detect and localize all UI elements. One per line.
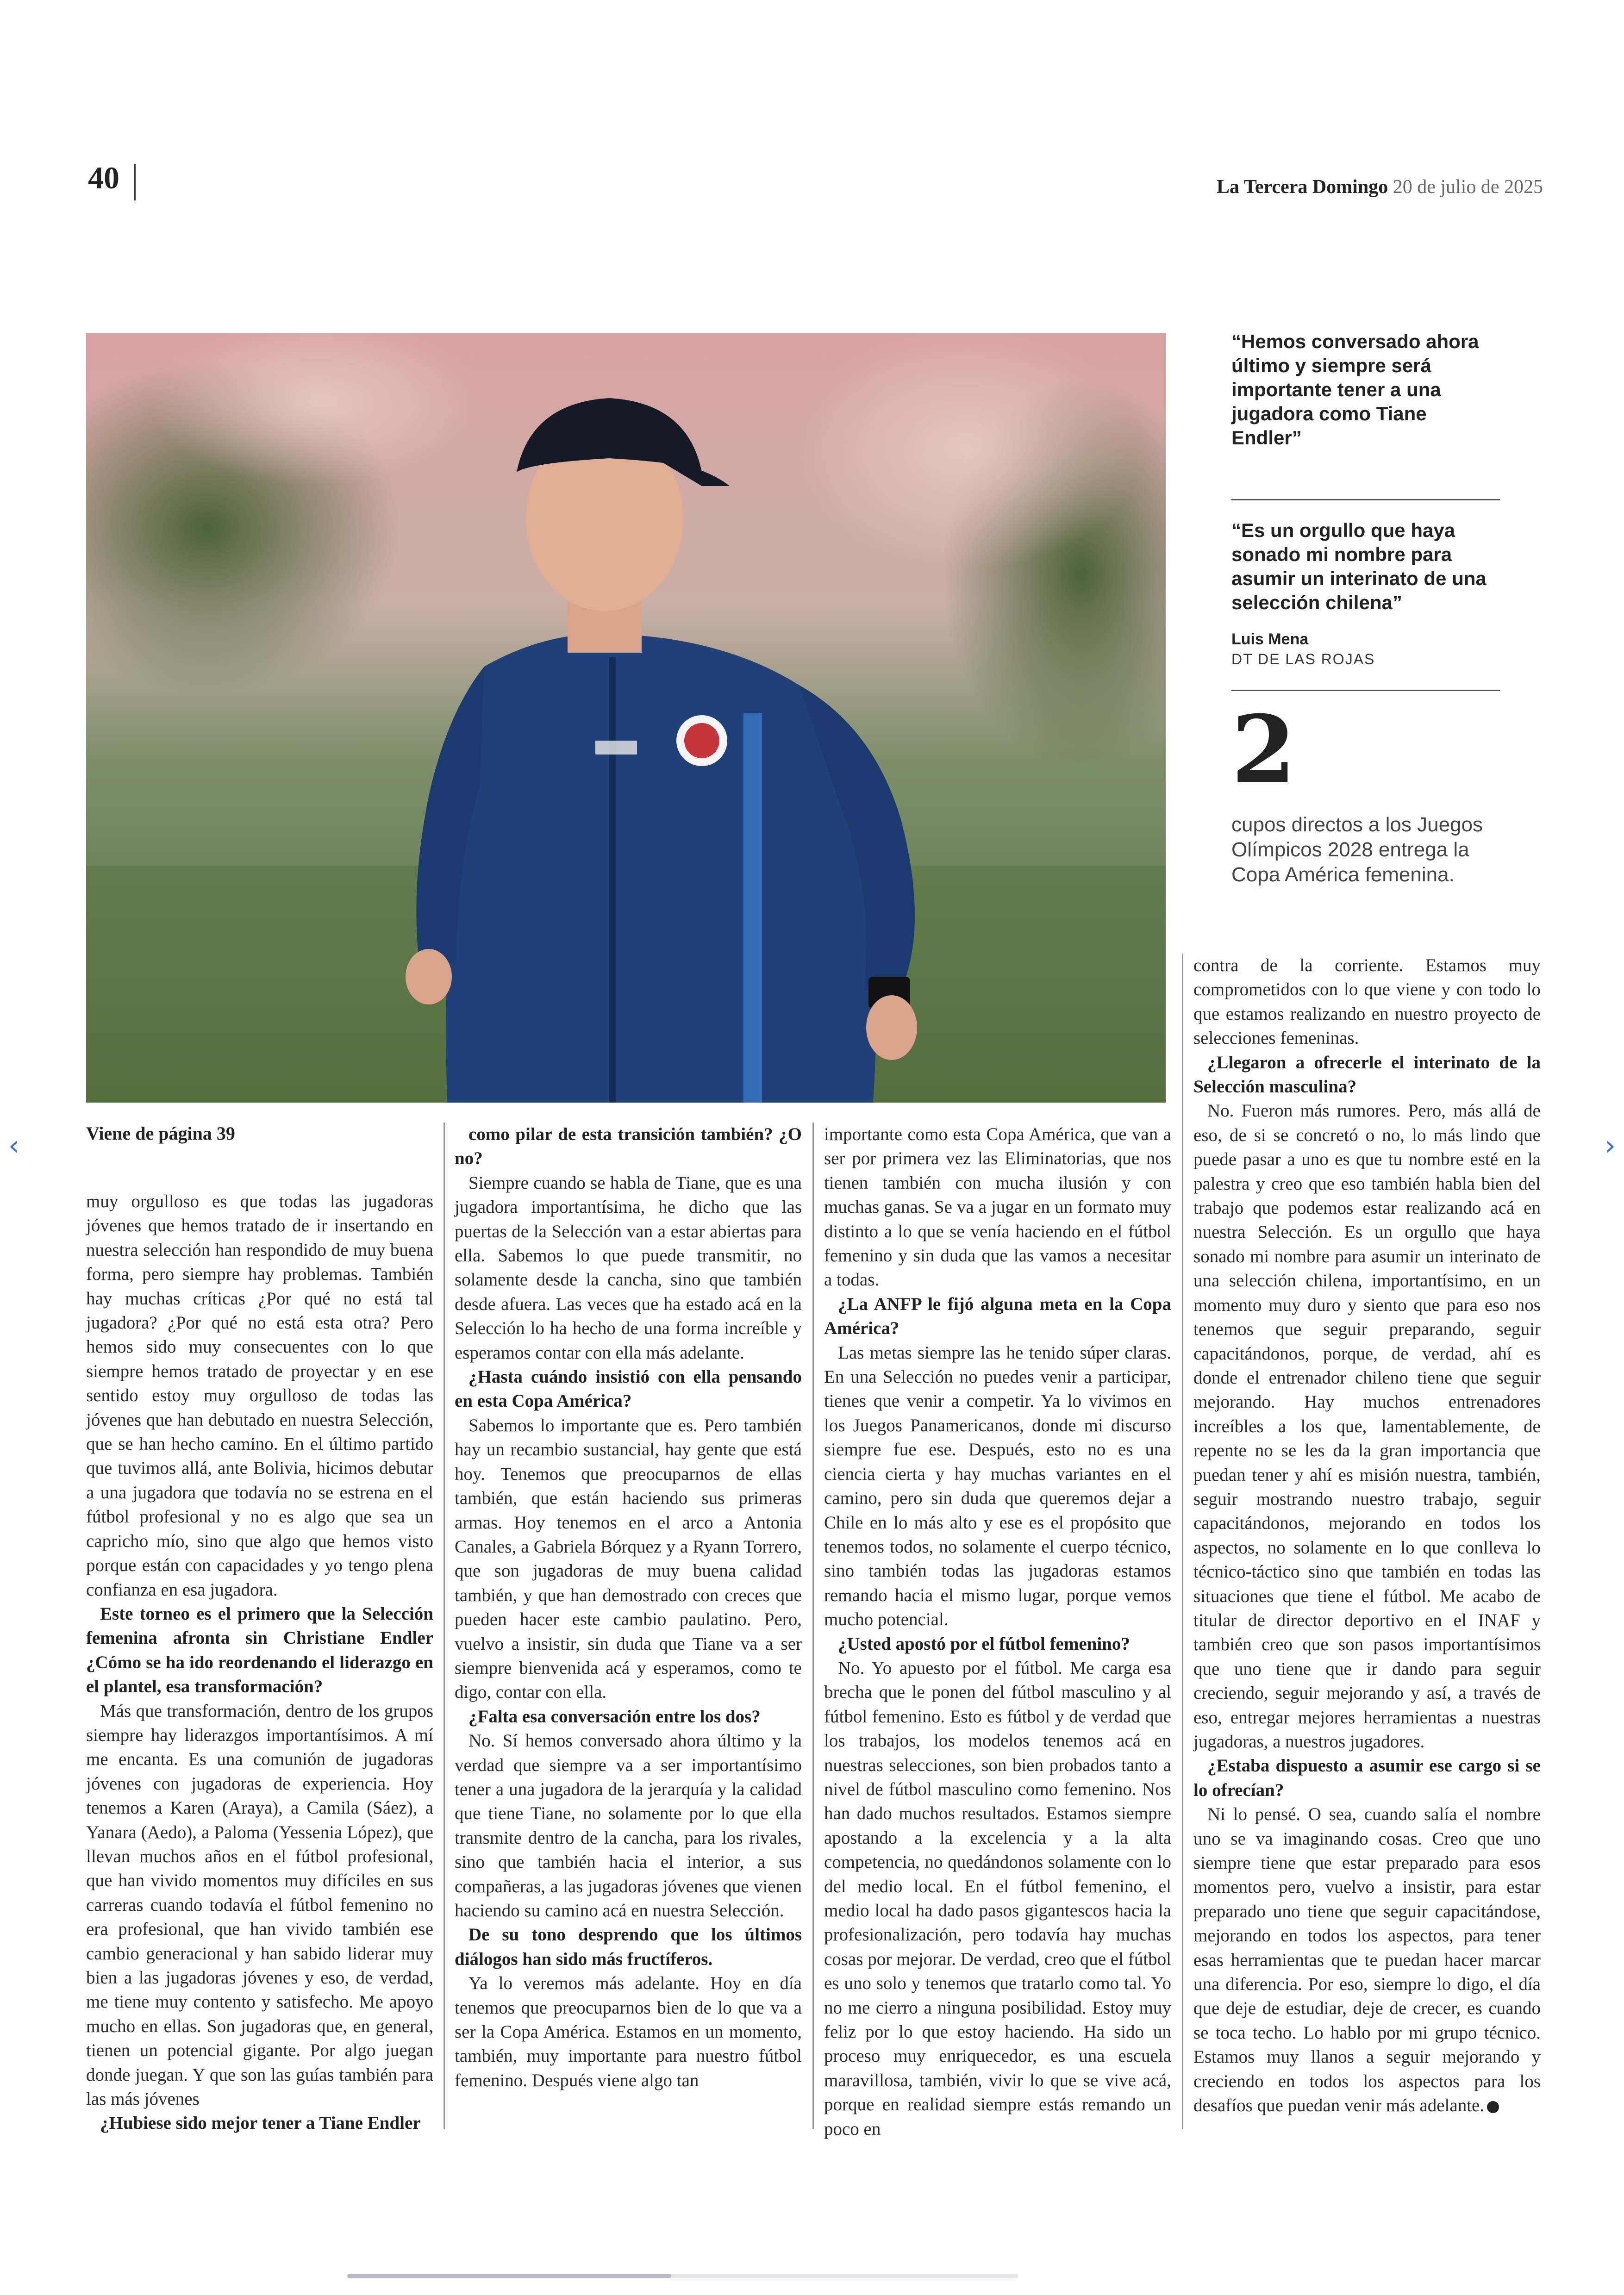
interview-question: Este torneo es el primero que la Selección femenina afronta sin Christiane Endler ¿Cómo se ha ido reordenando el liderazgo en el plantel, esa transformación? <box>86 1603 433 1697</box>
interview-question: ¿Usted apostó por el fútbol femenino? <box>838 1634 1130 1654</box>
interview-question: como pilar de esta transición también? ¿O no? <box>455 1124 802 1169</box>
answer-paragraph: Ya lo veremos más adelante. Hoy en día tenemos que preocuparnos bien de lo que va a ser la Copa América. Estamos en un momento, también, muy importante para nuestro fútbol femenino. Después viene algo tan <box>455 1973 802 2090</box>
interview-question: ¿Hasta cuándo insistió con ella pensando en esta Copa América? <box>455 1367 802 1411</box>
sidebar-divider-1 <box>1231 499 1500 500</box>
column-divider <box>812 1123 814 2129</box>
prev-page-arrow-icon[interactable]: ‹ <box>8 1129 19 1162</box>
photo-coach-illustration <box>86 333 1166 1103</box>
interview-question: ¿Llegaron a ofrecerle el interinato de la Selección masculina? <box>1193 1052 1541 1097</box>
article-end-mark-icon <box>1487 2101 1499 2113</box>
publication-date: 20 de julio de 2025 <box>1393 176 1543 198</box>
stat-number: 2 <box>1231 695 1296 804</box>
interview-question: ¿Hubiese sido mejor tener a Tiane Endler <box>100 2113 421 2133</box>
answer-paragraph: No. Sí hemos conversado ahora último y la verdad que siempre va a ser importantísimo tener a una jugadora de la jerarquía y la calidad que tiene Tiane, no solamente por lo que ella transmite dentro de la cancha, para los rivales, sino que también hacia el interior, a sus compañeras, a las jugadoras jóvenes que vienen haciendo su camino acá en nuestra Selección. <box>455 1731 802 1921</box>
answer-paragraph: importante como esta Copa América, que van a ser por primera vez las Eliminatorias, que nos tienen también con mucha ilusión y con muchas ganas. Se va a jugar en un formato muy distinto a lo que se venía haciendo en el fútbol femenino y sin duda que las vamos a necesitar a todas. <box>824 1124 1171 1290</box>
answer-paragraph: No. Yo apuesto por el fútbol. Me carga esa brecha que le ponen del fútbol masculino y al fútbol femenino. Esto es fútbol y de verdad que los trabajos, los modelos tenemos acá en nuestras selecciones, son bien probados tanto a nivel de fútbol masculino como femenino. Nos han dado muchos resultados. Estamos siempre apostando a la excelencia y a la alta competencia, no quedándonos solamente con lo del medio local. En el fútbol femenino, el medio local ha dado pasos gigantescos hacia la profesionalización, pero todavía hay muchas cosas por mejorar. De verdad, creo que el fútbol es uno solo y tenemos que tratarlo como tal. Yo no me cierro a ninguna posibilidad. Estoy muy feliz por lo que estoy haciendo. Ha sido un proceso muy enriquecedor, es una escuela maravillosa, también, vivir lo que se vive acá, porque en realidad siempre estás remando un poco en <box>824 1658 1171 2139</box>
next-page-arrow-icon[interactable]: › <box>1605 1129 1616 1162</box>
page-number: 40 <box>88 160 119 195</box>
column-divider <box>1182 954 1183 2129</box>
interview-question: De su tono desprendo que los últimos diálogos han sido más fructíferos. <box>455 1925 802 1969</box>
publication-name: La Tercera Domingo <box>1216 176 1388 198</box>
answer-paragraph: Las metas siempre las he tenido súper claras. En una Selección no puedes venir a participar, tienes que venir a competir. Ya lo vivimos en los Juegos Panamericanos, donde mi discurso siempre fue ese. Después, esto no es una ciencia cierta y hay muchas variantes en el camino, pero sin duda que queremos dejar a Chile en lo más alto y ese es el propósito que tenemos todos, no solamente el cuerpo técnico, sino también todas las jugadoras estamos remando hacia el mismo lugar, porque vemos mucho potencial. <box>824 1342 1171 1630</box>
answer-paragraph: Siempre cuando se habla de Tiane, que es una jugadora importantísima, he dicho que las puertas de la Selección van a estar abiertas para ella. Sabemos lo que puede transmitir, no solamente desde la cancha, sino que también desde afuera. Las veces que ha estado acá en la Selección lo ha hecho de una forma increíble y esperamos contar con ella más adelante. <box>455 1172 802 1363</box>
coach-photo <box>86 333 1166 1103</box>
quote-author-role: DT DE LAS ROJAS <box>1231 651 1375 667</box>
answer-paragraph: No. Fueron más rumores. Pero, más allá de eso, de si se concretó o no, lo más lindo que puede pasar a uno es que tu nombre esté en la palestra y creo que eso también habla bien del trabajo que podemos estar realizando acá en nuestra Selección. Es un orgullo que haya sonado mi nombre para asumir un interinato de una selección chilena, importantísimo, en un momento muy duro y siento que para eso nos tenemos que seguir preparando, seguir capacitándonos, porque, de verdad, ahí es donde el entrenador chileno tiene que seguir mejorando. Hay muchos entrenadores increíbles a los que, lamentablemente, de repente no se les da la gran importancia que puedan tener y ahí es misión nuestra, también, seguir mostrando nuestro trabajo, seguir capacitándonos, mejorando en todos los aspectos, no solamente en lo que conlleva lo técnico-táctico sino que también en todas las situaciones que tiene el fútbol. Me acabo de titular de director deportivo en el INAF y también creo que son pasos importantísimos que uno tiene que ir dando para seguir creciendo, seguir mejorando y así, a través de eso, entregar mejores herramientas a nuestras jugadoras, a nuestros jugadores. <box>1193 1101 1541 1752</box>
answer-paragraph: contra de la corriente. Estamos muy comprometidos con lo que viene y con todo lo que estamos realizando en nuestro proyecto de selecciones femeninas. <box>1193 955 1541 1048</box>
answer-paragraph: Sabemos lo importante que es. Pero también hay un recambio sustancial, hay gente que está hoy. Tenemos que preocuparnos de ellas también, que están haciendo sus primeras armas. Hoy tenemos en el arco a Antonia Canales, a Gabriela Bórquez y a Ryann Torrero, que son jugadoras de muy buena calidad también, y que han demostrado con creces que pueden hacer este cambio paulatino. Pero, vuelvo a insistir, sin duda que Tiane va a ser siempre bienvenida acá y esperamos, como te digo, contar con ella. <box>455 1415 802 1703</box>
interview-question: ¿Estaba dispuesto a asumir ese cargo si se lo ofrecían? <box>1193 1756 1541 1800</box>
pull-quote-2: “Es un orgullo que haya sonado mi nombre para asumir un interinato de una selección chilena” <box>1231 519 1487 613</box>
article-column-1 <box>86 1190 433 2136</box>
page-number-divider <box>134 164 136 200</box>
horizontal-scrollbar-thumb[interactable] <box>347 2274 671 2278</box>
sidebar-divider-2 <box>1231 690 1500 691</box>
answer-paragraph: Ni lo pensé. O sea, cuando salía el nombre uno se va imaginando cosas. Creo que uno siempre tiene que estar preparado para esos momentos pero, vuelvo a insistir, para estar preparado uno tiene que seguir capacitándose, mejorando en todos los aspectos, para tener esas herramientas que te puedan hacer marcar una diferencia. Por eso, siempre lo digo, el día que deje de estudiar, deje de crecer, es cuando se toca techo. Lo hablo por mi grupo técnico. Estamos muy llanos a seguir mejorando y creciendo en todos los aspectos para los desafíos que puedan venir más adelante. <box>1193 1804 1541 2116</box>
pull-quote-1: “Hemos conversado ahora último y siempre será importante tener a una jugadora como Tiane Endler” <box>1231 331 1479 449</box>
article-column-2 <box>455 1123 802 2093</box>
article-column-3 <box>824 1123 1171 2141</box>
quote-author: Luis Mena <box>1231 630 1309 648</box>
article-column-4 <box>1193 954 1541 2118</box>
stat-description: cupos directos a los Juegos Olímpicos 2028 entrega la Copa América femenina. <box>1231 813 1483 886</box>
continued-from: Viene de página 39 <box>86 1123 235 1144</box>
column-divider <box>443 1123 445 2129</box>
masthead <box>1217 176 1543 198</box>
answer-paragraph: muy orgulloso es que todas las jugadoras jóvenes que hemos tratado de ir insertando en nuestra selección han respondido de muy buena forma, pero siempre hay problemas. También hay muchas críticas ¿Por qué no está tal jugadora? ¿Por qué no está esta otra? Pero hemos sido muy consecuentes con lo que siempre hemos tratado de proyectar y en ese sentido estoy muy orgulloso de todas las jóvenes que han debutado en nuestra Selección, que se han hecho camino. En el último partido que tuvimos allá, ante Bolivia, hicimos debutar a una jugadora que todavía no se estrena en el fútbol profesional y no es algo que sea un capricho mío, sino que algo que hemos visto porque están con capacidades y yo tengo plena confianza en esa jugadora. <box>86 1191 433 1600</box>
interview-question: ¿La ANFP le fijó alguna meta en la Copa América? <box>824 1294 1171 1339</box>
answer-paragraph: Más que transformación, dentro de los grupos siempre hay liderazgos importantísimos. A mí me encanta. Es una comunión de jugadoras jóvenes con jugadoras de experiencia. Hoy tenemos a Karen (Araya), a Camila (Sáez), a Yanara (Aedo), a Paloma (Yessenia López), que llevan muchos años en el fútbol profesional, que han vivido momentos muy difíciles en sus carreras cuando todavía el fútbol femenino no era profesional, que han vivido también ese cambio generacional y han sabido liderar muy bien a las jugadoras jóvenes y eso, de verdad, me tiene muy contento y satisfecho. Me apoyo mucho en ellas. Son jugadoras que, en general, tienen un potencial gigante. Por algo juegan donde juegan. Y que son las guías también para las más jóvenes <box>86 1701 433 2109</box>
interview-question: ¿Falta esa conversación entre los dos? <box>468 1706 761 1727</box>
